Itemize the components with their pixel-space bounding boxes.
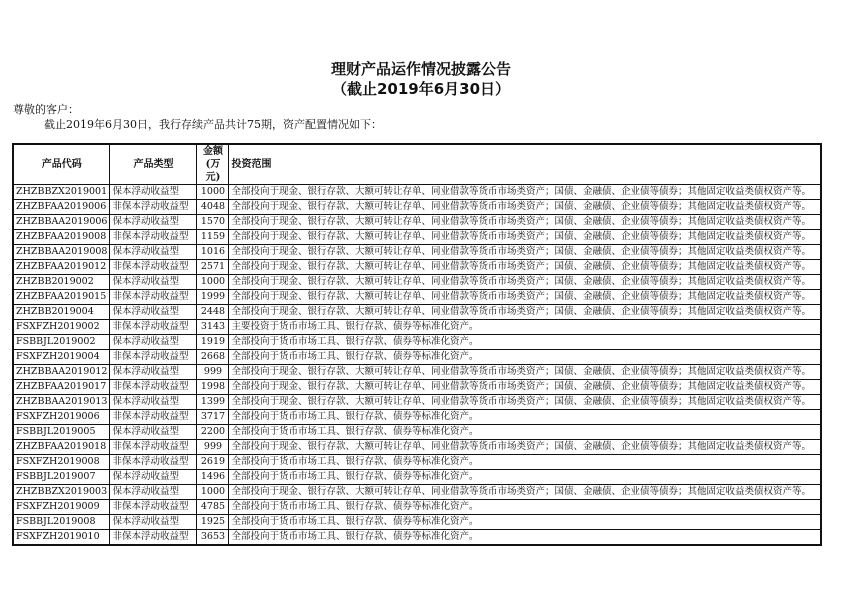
product-type: 保本浮动收益型 bbox=[110, 485, 197, 500]
product-code: FSBBJL2019007 bbox=[13, 470, 110, 485]
table-row bbox=[13, 305, 821, 320]
product-code: FSBBJL2019005 bbox=[13, 425, 110, 440]
product-type: 保本浮动收益型 bbox=[110, 245, 197, 260]
header-code: 产品代码 bbox=[13, 144, 110, 185]
product-code: ZHZBBAA2019006 bbox=[13, 215, 110, 230]
table-row bbox=[13, 245, 821, 260]
product-code: FSXFZH2019008 bbox=[13, 455, 110, 470]
product-type: 保本浮动收益型 bbox=[110, 185, 197, 200]
product-type: 保本浮动收益型 bbox=[110, 335, 197, 350]
product-type: 非保本浮动收益型 bbox=[110, 350, 197, 365]
investment-scope: 全部投向于现金、银行存款、大额可转让存单、同业借款等货币市场类资产；国债、金融债、企业债等债券；其他固定收益类债权资产等。 bbox=[229, 245, 821, 260]
product-type: 非保本浮动收益型 bbox=[110, 530, 197, 546]
product-code: ZHZBFAA2019017 bbox=[13, 380, 110, 395]
table-row bbox=[13, 350, 821, 365]
product-type: 保本浮动收益型 bbox=[110, 515, 197, 530]
product-code: ZHZBBAA2019012 bbox=[13, 365, 110, 380]
investment-scope: 全部投向于现金、银行存款、大额可转让存单、同业借款等货币市场类资产；国债、金融债、企业债等债券；其他固定收益类债权资产等。 bbox=[229, 230, 821, 245]
product-code: ZHZBB2019004 bbox=[13, 305, 110, 320]
table-row bbox=[13, 260, 821, 275]
product-type: 保本浮动收益型 bbox=[110, 395, 197, 410]
product-amount: 1496 bbox=[197, 470, 229, 485]
investment-scope: 全部投向于货币市场工具、银行存款、债券等标准化资产。 bbox=[229, 470, 821, 485]
investment-scope: 全部投向于货币市场工具、银行存款、债券等标准化资产。 bbox=[229, 515, 821, 530]
product-code: FSXFZH2019009 bbox=[13, 500, 110, 515]
table-row bbox=[13, 425, 821, 440]
product-type: 保本浮动收益型 bbox=[110, 275, 197, 290]
table-row bbox=[13, 290, 821, 305]
intro-text: 截止2019年6月30日，我行存续产品共计75期，资产配置情况如下： bbox=[44, 118, 382, 131]
investment-scope: 主要投资于货币市场工具、银行存款、债券等标准化资产。 bbox=[229, 320, 821, 335]
product-type: 保本浮动收益型 bbox=[110, 305, 197, 320]
page-title: 理财产品运作情况披露公告 bbox=[330, 60, 511, 78]
product-type: 非保本浮动收益型 bbox=[110, 500, 197, 515]
header-amount: 金额(万元) bbox=[197, 144, 229, 185]
product-code: FSBBJL2019002 bbox=[13, 335, 110, 350]
product-code: FSXFZH2019004 bbox=[13, 350, 110, 365]
investment-scope: 全部投向于现金、银行存款、大额可转让存单、同业借款等货币市场类资产；国债、金融债、企业债等债券；其他固定收益类债权资产等。 bbox=[229, 290, 821, 305]
product-amount: 4785 bbox=[197, 500, 229, 515]
table-row bbox=[13, 335, 821, 350]
product-amount: 1016 bbox=[197, 245, 229, 260]
table-row bbox=[13, 365, 821, 380]
table-row bbox=[13, 515, 821, 530]
investment-scope: 全部投向于货币市场工具、银行存款、债券等标准化资产。 bbox=[229, 410, 821, 425]
table-row bbox=[13, 440, 821, 455]
investment-scope: 全部投向于货币市场工具、银行存款、债券等标准化资产。 bbox=[229, 335, 821, 350]
table-row bbox=[13, 200, 821, 215]
product-type: 保本浮动收益型 bbox=[110, 425, 197, 440]
investment-scope: 全部投向于货币市场工具、银行存款、债券等标准化资产。 bbox=[229, 500, 821, 515]
product-amount: 1570 bbox=[197, 215, 229, 230]
product-code: ZHZBBZX2019003 bbox=[13, 485, 110, 500]
product-code: ZHZBFAA2019006 bbox=[13, 200, 110, 215]
product-amount: 2668 bbox=[197, 350, 229, 365]
product-amount: 1919 bbox=[197, 335, 229, 350]
product-amount: 1999 bbox=[197, 290, 229, 305]
product-amount: 2200 bbox=[197, 425, 229, 440]
product-amount: 3653 bbox=[197, 530, 229, 546]
page-subtitle: （截止2019年6月30日） bbox=[331, 80, 511, 98]
product-amount: 1000 bbox=[197, 485, 229, 500]
product-type: 保本浮动收益型 bbox=[110, 215, 197, 230]
product-code: ZHZBBAA2019013 bbox=[13, 395, 110, 410]
table-row bbox=[13, 500, 821, 515]
table-row bbox=[13, 230, 821, 245]
table-row bbox=[13, 215, 821, 230]
product-amount: 1998 bbox=[197, 380, 229, 395]
product-amount: 2571 bbox=[197, 260, 229, 275]
product-type: 非保本浮动收益型 bbox=[110, 455, 197, 470]
product-code: FSXFZH2019006 bbox=[13, 410, 110, 425]
product-code: ZHZBFAA2019015 bbox=[13, 290, 110, 305]
investment-scope: 全部投向于货币市场工具、银行存款、债券等标准化资产。 bbox=[229, 530, 821, 546]
product-type: 非保本浮动收益型 bbox=[110, 260, 197, 275]
investment-scope: 全部投向于现金、银行存款、大额可转让存单、同业借款等货币市场类资产；国债、金融债、企业债等债券；其他固定收益类债权资产等。 bbox=[229, 365, 821, 380]
investment-scope: 全部投向于现金、银行存款、大额可转让存单、同业借款等货币市场类资产；国债、金融债、企业债等债券；其他固定收益类债权资产等。 bbox=[229, 215, 821, 230]
product-table bbox=[12, 143, 822, 546]
investment-scope: 全部投向于现金、银行存款、大额可转让存单、同业借款等货币市场类资产；国债、金融债、企业债等债券；其他固定收益类债权资产等。 bbox=[229, 200, 821, 215]
table-row bbox=[13, 455, 821, 470]
investment-scope: 全部投向于货币市场工具、银行存款、债券等标准化资产。 bbox=[229, 350, 821, 365]
header-type: 产品类型 bbox=[110, 144, 197, 185]
investment-scope: 全部投向于现金、银行存款、大额可转让存单、同业借款等货币市场类资产；国债、金融债、企业债等债券；其他固定收益类债权资产等。 bbox=[229, 275, 821, 290]
investment-scope: 全部投向于货币市场工具、银行存款、债券等标准化资产。 bbox=[229, 425, 821, 440]
header-scope: 投资范围 bbox=[229, 144, 821, 185]
product-code: FSBBJL2019008 bbox=[13, 515, 110, 530]
product-amount: 1000 bbox=[197, 275, 229, 290]
investment-scope: 全部投向于现金、银行存款、大额可转让存单、同业借款等货币市场类资产；国债、金融债、企业债等债券；其他固定收益类债权资产等。 bbox=[229, 440, 821, 455]
product-code: ZHZBBAA2019008 bbox=[13, 245, 110, 260]
investment-scope: 全部投向于现金、银行存款、大额可转让存单、同业借款等货币市场类资产；国债、金融债、企业债等债券；其他固定收益类债权资产等。 bbox=[229, 485, 821, 500]
table-row bbox=[13, 380, 821, 395]
product-amount: 1159 bbox=[197, 230, 229, 245]
investment-scope: 全部投向于现金、银行存款、大额可转让存单、同业借款等货币市场类资产；国债、金融债、企业债等债券；其他固定收益类债权资产等。 bbox=[229, 260, 821, 275]
product-amount: 999 bbox=[197, 440, 229, 455]
product-code: ZHZBFAA2019018 bbox=[13, 440, 110, 455]
investment-scope: 全部投向于现金、银行存款、大额可转让存单、同业借款等货币市场类资产；国债、金融债、企业债等债券；其他固定收益类债权资产等。 bbox=[229, 305, 821, 320]
product-type: 非保本浮动收益型 bbox=[110, 410, 197, 425]
product-type: 非保本浮动收益型 bbox=[110, 290, 197, 305]
product-code: ZHZBB2019002 bbox=[13, 275, 110, 290]
table-row bbox=[13, 395, 821, 410]
product-code: ZHZBFAA2019012 bbox=[13, 260, 110, 275]
table-row bbox=[13, 185, 821, 200]
product-amount: 2619 bbox=[197, 455, 229, 470]
product-amount: 999 bbox=[197, 365, 229, 380]
product-type: 保本浮动收益型 bbox=[110, 470, 197, 485]
product-amount: 1925 bbox=[197, 515, 229, 530]
product-type: 非保本浮动收益型 bbox=[110, 380, 197, 395]
investment-scope: 全部投向于现金、银行存款、大额可转让存单、同业借款等货币市场类资产；国债、金融债、企业债等债券；其他固定收益类债权资产等。 bbox=[229, 380, 821, 395]
table-row bbox=[13, 320, 821, 335]
product-amount: 2448 bbox=[197, 305, 229, 320]
table-row bbox=[13, 275, 821, 290]
product-code: FSXFZH2019002 bbox=[13, 320, 110, 335]
product-code: ZHZBFAA2019008 bbox=[13, 230, 110, 245]
product-type: 非保本浮动收益型 bbox=[110, 230, 197, 245]
product-type: 非保本浮动收益型 bbox=[110, 200, 197, 215]
product-type: 非保本浮动收益型 bbox=[110, 440, 197, 455]
product-code: ZHZBBZX2019001 bbox=[13, 185, 110, 200]
table-row bbox=[13, 470, 821, 485]
table-row bbox=[13, 530, 821, 546]
product-type: 非保本浮动收益型 bbox=[110, 320, 197, 335]
product-amount: 1399 bbox=[197, 395, 229, 410]
product-amount: 1000 bbox=[197, 185, 229, 200]
investment-scope: 全部投向于现金、银行存款、大额可转让存单、同业借款等货币市场类资产；国债、金融债、企业债等债券；其他固定收益类债权资产等。 bbox=[229, 185, 821, 200]
table-row bbox=[13, 410, 821, 425]
table-row bbox=[13, 485, 821, 500]
product-code: FSXFZH2019010 bbox=[13, 530, 110, 546]
table-header-row bbox=[13, 144, 821, 185]
investment-scope: 全部投向于现金、银行存款、大额可转让存单、同业借款等货币市场类资产；国债、金融债、企业债等债券；其他固定收益类债权资产等。 bbox=[229, 395, 821, 410]
product-amount: 4048 bbox=[197, 200, 229, 215]
greeting: 尊敬的客户： bbox=[13, 103, 79, 116]
investment-scope: 全部投向于货币市场工具、银行存款、债券等标准化资产。 bbox=[229, 455, 821, 470]
product-amount: 3717 bbox=[197, 410, 229, 425]
product-amount: 3143 bbox=[197, 320, 229, 335]
product-type: 保本浮动收益型 bbox=[110, 365, 197, 380]
